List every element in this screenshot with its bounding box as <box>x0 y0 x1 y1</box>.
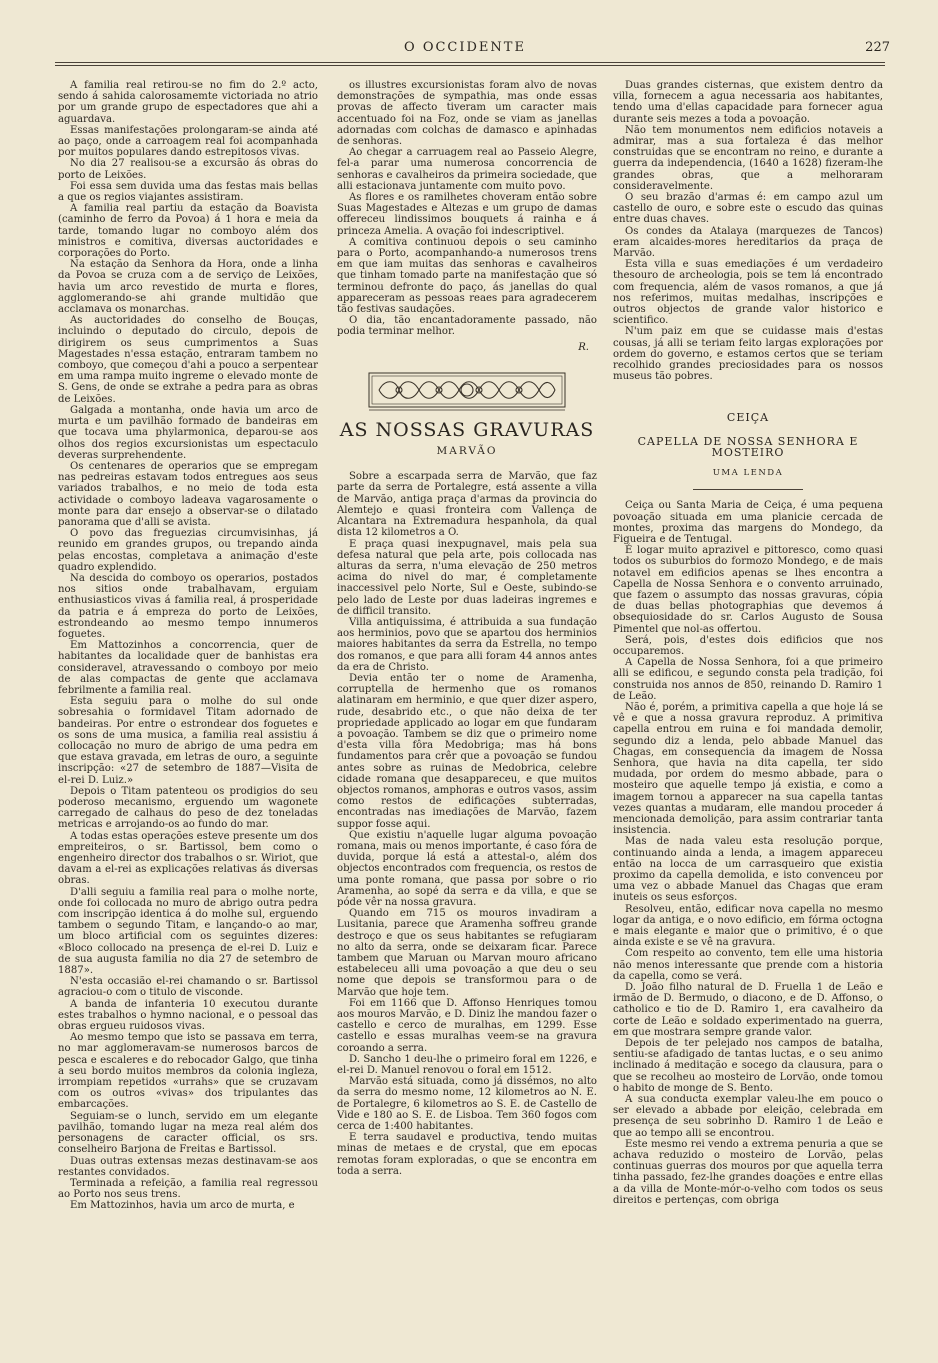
paragraph: Ao chegar a carruagem real ao Passeio Alegre, fel-a parar uma numerosa concorrencia de senhoras e cavalheiros da primeira sociedade, que alli estacionava juntamente com muito povo. <box>337 147 597 192</box>
paragraph: A todas estas operações esteve presente um dos empreiteiros, o sr. Bartissol, bem como o engenheiro director dos trabalhos o sr. Wiriot, que davam a el-rei as explicações relativas ás diversas obras. <box>58 830 318 887</box>
paragraph: os illustres excursionistas foram alvo de novas demonstrações de sympathia, mas onde essas provas de affecto tiveram um caracter mais accentuado foi na Foz, onde se viam as janellas adornadas com colchas de damasco e apinhadas de senhoras. <box>337 80 597 148</box>
journal-title: O OCCIDENTE <box>404 40 526 55</box>
paragraph: Em Mattozinhos a concorrencia, quer de habitantes da localidade quer de banhistas era consideravel, atravessando o comboyo por meio de alas compactas de gente que acclamava febrilmente a familia real. <box>58 640 318 696</box>
article-title: CEIÇA <box>726 411 770 425</box>
column-2 <box>337 80 597 1345</box>
paragraph: N'esta occasião el-rei chamando o sr. Bartissol agraciou-o com o titulo de visconde. <box>58 976 318 999</box>
paragraph: D. Sancho 1 deu-lhe o primeiro foral em 1226, e el-rei D. Manuel renovou o foral em 1512. <box>337 1053 597 1077</box>
paragraph: Depois o Titam patenteou os prodigios do seu poderoso mecanismo, erguendo um wagonete carregado de calhaus do peso de dez toneladas metricas e arrojando-os ao fundo do mar. <box>58 785 318 831</box>
column-3 <box>613 80 883 1345</box>
paragraph: A banda de infanteria 10 executou durante estes trabalhos o hymno nacional, e o pessoal das obras ergueu ruidosos vivas. <box>58 998 318 1033</box>
article-kicker: UMA LENDA <box>712 468 784 479</box>
paragraph: Que existiu n'aquelle lugar alguma povoação romana, mais ou menos importante, é caso fóra de duvida, porque lá está a attestal-o, além dos objectos encontrados com frequencia, os restos de uma ponte romana, que passa por sobre o rio Aramenha, ao sopé da serra e da villa, e que se póde vêr na nossa gravura. <box>337 829 597 908</box>
paragraph: Quando em 715 os mouros invadiram a Lusitania, parece que Aramenha soffreu grande destroço e que os seus habitantes se refugiaram no alto da serra, onde se deixaram ficar. Parece tambem que Maruan ou Marvan mouro africano estabeleceu alli uma povoação a que deu o seu nome que depois se transformou para o de Marvão que hoje tem. <box>337 908 597 998</box>
paragraph: Terminada a refeição, a familia real regressou ao Porto nos seus trens. <box>58 1177 318 1201</box>
paragraph: Duas grandes cisternas, que existem dentro da villa, fornecem a agua necessaria aos habitantes, tendo uma d'ellas capacidade para fornecer agua durante seis mezes a toda a povoação. <box>613 80 883 125</box>
paragraph: Os condes da Atalaya (marquezes de Tancos) eram alcaides-mores hereditarios da praça de Marvão. <box>613 225 883 260</box>
paragraph: Este mesmo rei vendo a extrema penuria a que se achava reduzido o mosteiro de Lorvão, pelas continuas guerras dos mouros por que aquella terra tinha passado, fez-lhe grandes doações e entre ellas a da villa de Monte-mór-o-velho com todos os seus direitos e pertenças, com obriga <box>613 1138 883 1206</box>
section-subtitle: MARVÃO <box>436 445 498 458</box>
page-header <box>40 38 890 60</box>
paragraph: Marvão está situada, como já dissémos, no alto da serra do mesmo nome, 12 kilometros ao N. E. de Portalegre, 6 kilometros ao S. E. de Castello de Vide e 180 ao S. E. de Lisboa. Tem 360 fogos com cerca de 1:400 habitantes. <box>337 1076 597 1133</box>
paragraph: D'alli seguiu a familia real para o molhe norte, onde foi collocada no muro de abrigo outra pedra com inscripção identica á do molhe sul, erguendo tambem o segundo Titam, e lançando-o ao mar, um bloco artificial com os seguintes dizeres: «Bloco collocado na presença de el-rei D. Luiz e de sua augusta familia no dia 27 de setembro de 1887». <box>58 886 318 977</box>
paragraph: E praça quasi inexpugnavel, mais pela sua defesa natural que pela arte, pois collocada nas alturas da serra, n'uma elevação de 250 metros acima do nivel do mar, é completamente inaccessivel pelo Norte, Sul e Oeste, subindo-se pelo lado de Leste por duas ladeiras ingremes e de difficil transito. <box>337 538 597 617</box>
paragraph: Resolveu, então, edificar nova capella no mesmo logar da antiga, e o novo edificio, em fórma octogna e mais elegante e maior que o primitivo, é o que ainda existe e se vê na gravura. <box>613 903 883 949</box>
paragraph: Mas de nada valeu esta resolução porque, continuando ainda a lenda, a imagem appareceu então na locca de um carrasqueiro que existia proximo da capella demolida, e isto convenceu por uma vez o abbade Manuel das Chagas que eram inuteis os seus esforços. <box>613 836 883 904</box>
paragraph: Com respeito ao convento, tem elle uma historia não menos interessante que prende com a historia da capella, como se verá. <box>613 948 883 982</box>
ornamental-divider-icon <box>367 367 567 413</box>
paragraph: O povo das freguezias circumvisinhas, já reunido em grandes grupos, ou trepando ainda pelas encostas, completava a animação d'este quadro explendido. <box>58 528 318 573</box>
paragraph: Depois de ter pelejado nos campos de batalha, sentiu-se afadigado de tantas luctas, e o seu animo inclinado á meditação e socego da clausura, para o que se recolheu ao mosteiro de Lorvão, onde tomou o habito de monge de S. Bento. <box>613 1038 883 1094</box>
paragraph: Foi essa sem duvida uma das festas mais bellas a que os regios viajantes assistiram. <box>58 180 318 204</box>
paragraph: D. João filho natural de D. Fruella 1 de Leão e irmão de D. Bermudo, o diacono, e de D. Affonso, o catholico e tio de D. Ramiro 1, era cavalheiro da corte de Leão e soldado experimentado na guerra, em que mostrara sempre grande valor. <box>613 982 883 1038</box>
paragraph: Será, pois, d'estes dois edificios que nos occuparemos. <box>613 634 883 657</box>
page-number: 227 <box>865 40 890 55</box>
paragraph: A sua conducta exemplar valeu-lhe em pouco o ser elevado a abbade por eleição, celebrada em presença de seu sobrinho D. Ramiro 1 de Leão e que ao tempo alli se encontrou. <box>613 1094 883 1139</box>
header-rule-top <box>55 62 885 63</box>
paragraph: Ceiça ou Santa Maria de Ceiça, é uma pequena povoação situada em uma planicie cercada de montes, proxima das margens do Mondego, da Figueira e de Tentugal. <box>613 500 883 545</box>
paragraph: Não é, porém, a primitiva capella a que hoje lá se vê e que a nossa gravura reproduz. A primitiva capella entrou em ruina e foi mandada demolir, segundo diz a lenda, pelo abbade Manuel das Chagas, em consequencia da imagem de Nossa Senhora, que havia na dita capella, ter sido mudada, por ordem do mesmo abbade, para o mosteiro que aquelle tempo já existia, e como a imagem tornou a apparecer na sua capella tantas vezes quantas a mudaram, elle mandou proceder á mencionada demolição, para assim contrariar tanta insistencia. <box>613 701 883 837</box>
header-rule-bottom <box>55 65 885 66</box>
paragraph: A familia real retirou-se no fim do 2.º acto, sendo á sahida calorosamemte victoriada no atrio por um grande grupo de espectadores que ahi a aguardava. <box>58 80 318 125</box>
paragraph: As auctoridades do conselho de Bouças, incluindo o deputado do circulo, depois de dirigirem os seus cumprimentos a Suas Magestades n'essa estação, entraram tambem no comboyo, que começou d'ahi a pouco a serpentear em uma rampa muito ingreme o elevado monte de S. Gens, de onde se extrahe a pedra para as obras de Leixões. <box>58 315 318 405</box>
column-1 <box>58 80 318 1345</box>
author-signature: R. <box>578 341 589 353</box>
paragraph: A comitiva continuou depois o seu caminho para o Porto, acompanhando-a numerosos trens em que iam muitas das senhoras e cavalheiros que tinham tomado parte na manifestação que só terminou defronte do paço, ás janellas do qual appareceram as pessoas reaes para agradecerem tão festivas saudações. <box>337 236 597 316</box>
section-title: AS NOSSAS GRAVURAS <box>339 418 595 441</box>
paragraph: Galgada a montanha, onde havia um arco de murta e um pavilhão formado de bandeiras em que tocava uma phylarmonica, deparou-se aos olhos dos regios excursionistas um espectaculo deveras surprehendente. <box>58 404 318 461</box>
paragraph: Duas outras extensas mezas destinavam-se aos restantes convidados. <box>58 1155 318 1178</box>
paragraph: O dia, tão encantadoramente passado, não podia terminar melhor. <box>337 315 597 338</box>
paragraph: Esta seguiu para o molhe do sul onde sobresahia o formidavel Titam adornado de bandeiras. Por entre o estrondear dos foguetes e os sons de uma musica, a familia real assistiu á collocação no muro de abrigo de uma pedra em que estava gravada, em letras de ouro, a seguinte inscripção: «27 de setembro de 1887—Visita de el-rei D. Luiz.» <box>58 696 318 786</box>
paragraph: Na descida do comboyo os operarios, postados nos sitios onde trabalhavam, erguiam enthusiasticos vivas á familia real, á prosperidade da patria e á empreza do porto de Leixões, estrondeando ao mesmo tempo innumeros foguetes. <box>58 572 318 640</box>
paragraph: E terra saudavel e productiva, tendo muitas minas de metaes e de crystal, que em epocas remotas foram exploradas, o que se encontra em toda a serra. <box>337 1132 597 1177</box>
paragraph: A familia real partiu da estação da Boavista (caminho de ferro da Povoa) á 1 hora e meia da tarde, tomando lugar no comboyo além dos ministros e comitiva, diversas auctoridades e corporações do Porto. <box>58 203 318 260</box>
paragraph: É logar muito aprazivel e pittoresco, como quasi todos os suburbios do formozo Mondego, e de mais notavel em edificios apenas se lhes encontra a Capella de Nossa Senhora e o convento arruinado, que fazem o assumpto das nossas gravuras, cópia de duas bellas photographias que devemos á obsequiosidade do sr. Carlos Augusto de Sousa Pimentel que nol-as offertou. <box>613 545 883 635</box>
paragraph: As flores e os ramilhetes choveram então sobre Suas Magestades e Altezas e um grupo de damas offereceu lindissimos bouquets á rainha e á princeza Amelia. A ovação foi indescriptivel. <box>337 192 597 237</box>
paragraph: Esta villa e suas emediações é um verdadeiro thesouro de archeologia, pois se tem lá encontrado com frequencia, além de vasos romanos, a que já nos referimos, muitas medalhas, inscripções e outros objectos de grande valor historico e scientifico. <box>613 259 883 327</box>
paragraph: Ao mesmo tempo que isto se passava em terra, no mar agglomeravam-se numerosos barcos de pesca e escaleres e do rebocador Galgo, que tinha a seu bordo muitos membros da colonia ingleza, irrompiam repetidos «urrahs» que se cruzavam com os outros «vivas» dos tripulantes das embarcações. <box>58 1032 318 1111</box>
paragraph: N'um paiz em que se cuidasse mais d'estas cousas, já alli se teriam feito largas explorações por ordem do governo, e estamos certos que se teriam recolhido grandes preciosidades para os nossos museus tão pobres. <box>613 326 883 383</box>
paragraph: No dia 27 realisou-se a excursão ás obras do porto de Leixões. <box>58 158 318 181</box>
paragraph: Devia então ter o nome de Aramenha, corruptella de hermenho que os romanos alatinaram em herminio, e que quer dizer aspero, rude, desabrido etc., o que não deixa de ter propriedade applicado ao logar em que fundaram a povoação. Tambem se diz que o primeiro nome d'esta villa fôra Medobriga; mas há bons fundamentos para crêr que a povoação se fundou antes sobre as ruinas de Medobrica, celebre cidade romana que desappareceu, e que muitos objectos romanos, amphoras e outros vasos, assim como restos de edificações subterradas, encontradas nas imediações de Marvão, fazem suppor fosse aqui. <box>337 672 597 830</box>
paragraph: Essas manifestações prolongaram-se ainda até ao paço, onde a carroagem real foi acompanhada por muitos populares dando estrepitosos vivas. <box>58 124 318 159</box>
paragraph: Sobre a escarpada serra de Marvão, que faz parte da serra de Portalegre, está assente a villa de Marvão, antiga praça d'armas da provincia do Alemtejo e quasi fronteira com Vallença de Alcantara na Extremadura hespanhola, da qual dista 12 kilometros a O. <box>337 471 597 539</box>
paragraph: A Capella de Nossa Senhora, foi a que primeiro alli se edificou, e segundo consta pela tradição, foi construida nos annos de 850, reinando D. Ramiro 1 de Leão. <box>613 657 883 702</box>
paragraph: O seu brazão d'armas é: em campo azul um castello de ouro, e sobre este o escudo das quinas entre duas chaves. <box>613 192 883 226</box>
paragraph: Na estação da Senhora da Hora, onde a linha da Povoa se cruza com a de serviço de Leixões, havia um arco revestido de murta e flores, agglomerando-se ahi grande multidão que acclamava os monarchas. <box>58 259 318 316</box>
paragraph: Seguiam-se o lunch, servido em um elegante pavilhão, tomando lugar na meza real além dos personagens de caracter official, os srs. conselheiro Barjona de Freitas e Bartissol. <box>58 1110 318 1156</box>
article-subtitle: CAPELLA DE NOSSA SENHORA E MOSTEIRO <box>637 434 859 459</box>
paragraph: Foi em 1166 que D. Affonso Henriques tomou aos mouros Marvão, e D. Diniz lhe mandou fazer o castello e cerco de muralhas, em 1299. Esse castello e essas muralhas veem-se na gravura coroando a serra. <box>337 997 597 1054</box>
paragraph: Em Mattozinhos, havia um arco de murta, e <box>70 1200 295 1212</box>
paragraph: Os centenares de operarios que se empregam nas pedreiras estavam todos entregues aos seus variados trabalhos, e no meio de toda esta actividade o comboyo ladeava vagarosamente o monte para dar ensejo a observar-se o dilatado panorama que d'alli se avista. <box>58 460 318 528</box>
paragraph: Villa antiquissima, é attribuida a sua fundação aos herminios, povo que se apartou dos herminios maiores habitantes da serra da Estrella, no tempo dos romanos, e que para alli foram 44 annos antes da era de Christo. <box>337 616 597 673</box>
paragraph: Não tem monumentos nem edificios notaveis a admirar, mas a sua fortaleza é das melhor construidas que se encontram no reino, e durante a guerra da independencia, (1640 a 1628) fizeram-lhe grandes obras, que a melhoraram consideravelmente. <box>613 124 883 192</box>
